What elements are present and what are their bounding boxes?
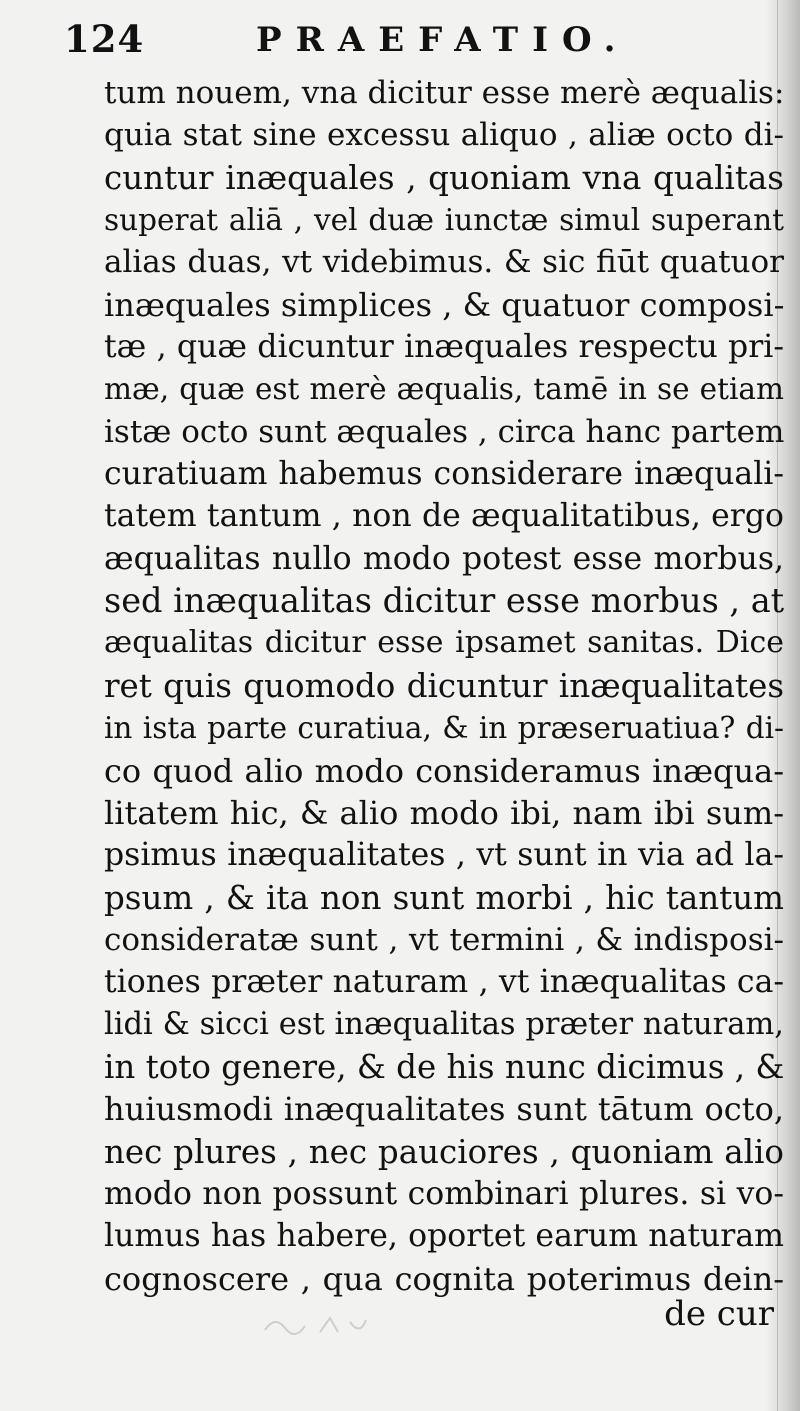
- text-line: psum , & ita non sunt morbi , hic tantum: [104, 878, 784, 917]
- text-line: mæ, quæ est merè æqualis, tamē in se etiam: [104, 372, 784, 407]
- text-line: huiusmodi inæqualitates sunt tātum octo,: [104, 1090, 784, 1129]
- text-line: quia stat sine excessu aliquo , aliæ octo di-: [104, 117, 784, 154]
- running-title: PRAEFATIO.: [256, 20, 630, 60]
- text-line: alias duas, vt videbimus. & sic fiūt quatuor: [104, 244, 784, 281]
- text-line: æqualitas nullo modo potest esse morbus,: [104, 540, 784, 577]
- text-line: in toto genere, & de his nunc dicimus , &: [104, 1047, 785, 1086]
- text-line: psimus inæqualitates , vt sunt in via ad la-: [104, 837, 784, 874]
- text-line: tatem tantum , non de æqualitatibus, ergo: [104, 498, 784, 535]
- text-line: lidi & sicci est inæqualitas præter naturam,: [104, 1006, 784, 1042]
- text-line: inæquales simplices , & quatuor composi-: [104, 285, 785, 324]
- text-line: consideratæ sunt , vt termini , & indisposi-: [104, 921, 784, 958]
- text-line: co quod alio modo consideramus inæqua-: [104, 751, 784, 790]
- text-line: litatem hic, & alio modo ibi, nam ibi sum-: [104, 793, 784, 832]
- text-line: nec plures , nec pauciores , quoniam alio: [104, 1132, 784, 1171]
- text-line: cognoscere , qua cognita poterimus dein-: [104, 1259, 784, 1298]
- text-line: curatiuam habemus considerare inæquali-: [104, 456, 784, 493]
- text-line: in ista parte curatiua, & in præseruatiua? di-: [104, 711, 784, 746]
- catchword: de cur: [664, 1294, 774, 1334]
- text-line: ret quis quomodo dicuntur inæqualitates: [104, 666, 784, 705]
- text-line: modo non possunt combinari plures. si vo-: [104, 1175, 784, 1212]
- text-line: superat aliā , vel duæ iunctæ simul superant: [104, 203, 784, 238]
- body-text: [104, 72, 784, 1300]
- ink-bleed-mark: [260, 1310, 370, 1340]
- running-head: [56, 14, 756, 64]
- text-line: tæ , quæ dicuntur inæquales respectu pri-: [104, 329, 784, 366]
- text-line: æqualitas dicitur esse ipsamet sanitas. Dice: [104, 625, 784, 661]
- text-line: sed inæqualitas dicitur esse morbus , at: [104, 581, 785, 621]
- text-line: cuntur inæquales , quoniam vna qualitas: [104, 158, 784, 197]
- text-line: tiones præter naturam , vt inæqualitas ca-: [104, 964, 784, 1001]
- text-line: lumus has habere, oportet earum naturam: [104, 1218, 784, 1255]
- page-number: 124: [64, 17, 145, 61]
- text-line: istæ octo sunt æquales , circa hanc partem: [104, 413, 785, 450]
- text-line: tum nouem, vna dicitur esse merè æqualis:: [104, 75, 785, 111]
